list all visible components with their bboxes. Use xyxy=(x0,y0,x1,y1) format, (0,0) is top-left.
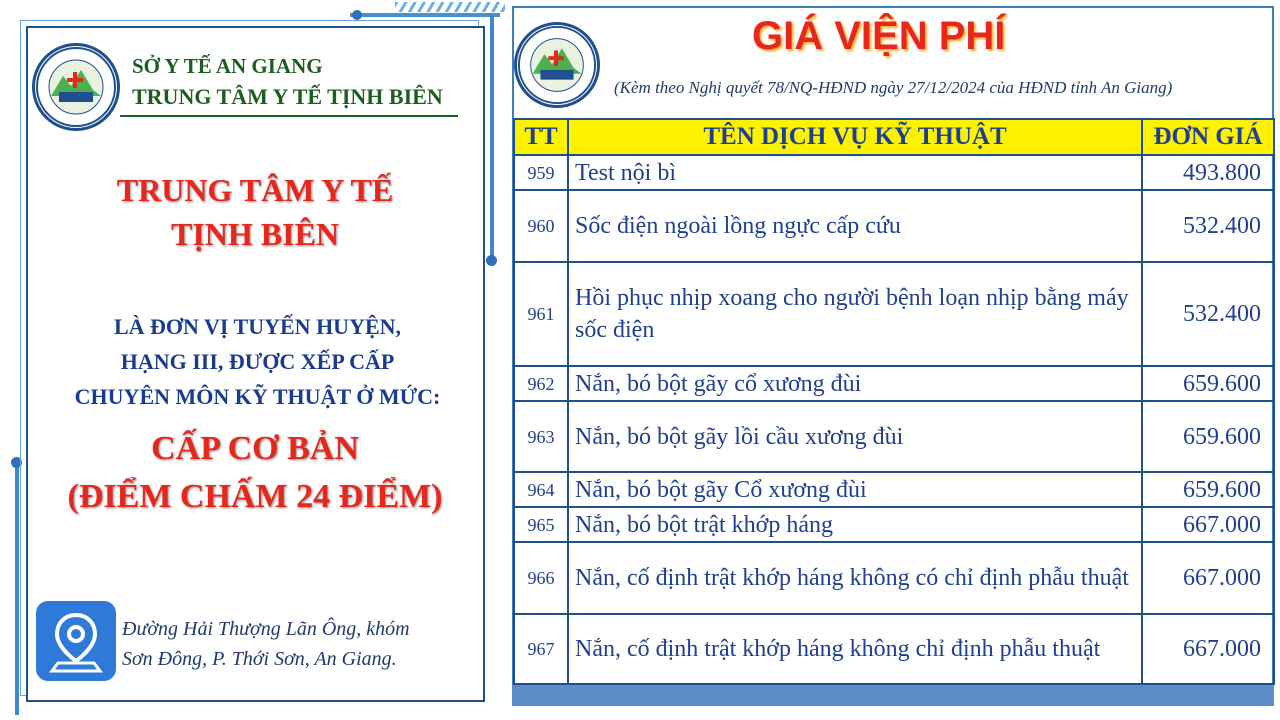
decor-left-vertical xyxy=(15,460,19,715)
org-underline xyxy=(120,115,458,117)
org-logo-graphic xyxy=(35,46,117,128)
cell-name: Sốc điện ngoài lồng ngực cấp cứu xyxy=(568,190,1142,262)
table-row xyxy=(514,401,1274,472)
cell-tt: 962 xyxy=(514,366,568,401)
address-line1: Đường Hải Thượng Lãn Ông, khóm xyxy=(122,618,410,640)
cell-name: Nắn, bó bột gãy Cổ xương đùi xyxy=(568,472,1142,507)
cell-name: Test nội bì xyxy=(568,155,1142,190)
table-row xyxy=(514,262,1274,366)
org-logo-right xyxy=(514,22,600,108)
org-name: TRUNG TÂM Y TẾ TỊNH BIÊN xyxy=(132,84,443,109)
level-title: CẤP CƠ BẢN xyxy=(151,430,359,467)
decor-dot-right xyxy=(486,255,497,266)
decor-dot-top xyxy=(352,10,362,20)
cell-name: Nắn, cố định trật khớp háng không chỉ định phẫu thuật xyxy=(568,614,1142,684)
address-line2: Sơn Đông, P. Thới Sơn, An Giang. xyxy=(122,648,397,670)
table-row xyxy=(514,366,1274,401)
col-header-name: TÊN DỊCH VỤ KỸ THUẬT xyxy=(568,119,1142,155)
cell-tt: 960 xyxy=(514,190,568,262)
cell-price: 667.000 xyxy=(1142,614,1274,684)
table-row xyxy=(514,542,1274,614)
org-logo xyxy=(32,43,120,131)
table-row xyxy=(514,614,1274,684)
cell-price: 667.000 xyxy=(1142,507,1274,542)
page-subtitle: (Kèm theo Nghị quyết 78/NQ-HĐND ngày 27/12/2024 của HĐND tỉnh An Giang) xyxy=(614,78,1173,97)
table-row xyxy=(514,507,1274,542)
location-pin-icon xyxy=(36,601,116,681)
col-header-tt: TT xyxy=(514,119,568,155)
center-title-line1: TRUNG TÂM Y TẾ xyxy=(116,172,394,208)
decor-hatch xyxy=(395,2,505,12)
table-row xyxy=(514,472,1274,507)
decor-right-vertical xyxy=(490,15,494,260)
cell-tt: 963 xyxy=(514,401,568,472)
cell-tt: 961 xyxy=(514,262,568,366)
cell-price: 532.400 xyxy=(1142,262,1274,366)
cell-price: 667.000 xyxy=(1142,542,1274,614)
cell-price: 532.400 xyxy=(1142,190,1274,262)
org-logo-right-graphic xyxy=(517,25,597,105)
table-header-row xyxy=(514,119,1274,155)
footer-bar xyxy=(512,685,1274,706)
cell-name: Nắn, bó bột gãy cổ xương đùi xyxy=(568,366,1142,401)
org-parent-name: SỞ Y TẾ AN GIANG xyxy=(132,54,323,78)
cell-price: 659.600 xyxy=(1142,366,1274,401)
level-score: (ĐIỂM CHẤM 24 ĐIỂM) xyxy=(67,478,443,515)
cell-name: Nắn, bó bột gãy lồi cầu xương đùi xyxy=(568,401,1142,472)
col-header-price: ĐƠN GIÁ xyxy=(1142,119,1274,155)
cell-price: 659.600 xyxy=(1142,472,1274,507)
cell-name: Nắn, cố định trật khớp háng không có chỉ định phẫu thuật xyxy=(568,542,1142,614)
cell-tt: 959 xyxy=(514,155,568,190)
page-title: GIÁ VIỆN PHÍ xyxy=(752,14,1006,58)
price-table xyxy=(513,118,1275,685)
cell-tt: 967 xyxy=(514,614,568,684)
description-line1: LÀ ĐƠN VỊ TUYẾN HUYỆN, xyxy=(113,314,402,339)
address-text xyxy=(122,614,410,674)
table-row xyxy=(514,190,1274,262)
decor-top-bar xyxy=(350,13,500,17)
center-title-line2: TỊNH BIÊN xyxy=(170,216,340,252)
cell-price: 659.600 xyxy=(1142,401,1274,472)
cell-tt: 964 xyxy=(514,472,568,507)
cell-name: Hồi phục nhịp xoang cho người bệnh loạn nhịp bằng máy sốc điện xyxy=(568,262,1142,366)
description-line2: HẠNG III, ĐƯỢC XẾP CẤP xyxy=(120,349,395,374)
table-row xyxy=(514,155,1274,190)
cell-tt: 965 xyxy=(514,507,568,542)
description-line3: CHUYÊN MÔN KỸ THUẬT Ở MỨC: xyxy=(74,384,441,409)
cell-name: Nắn, bó bột trật khớp háng xyxy=(568,507,1142,542)
cell-tt: 966 xyxy=(514,542,568,614)
location-pin-graphic xyxy=(36,601,116,681)
cell-price: 493.800 xyxy=(1142,155,1274,190)
description-block xyxy=(30,309,485,414)
